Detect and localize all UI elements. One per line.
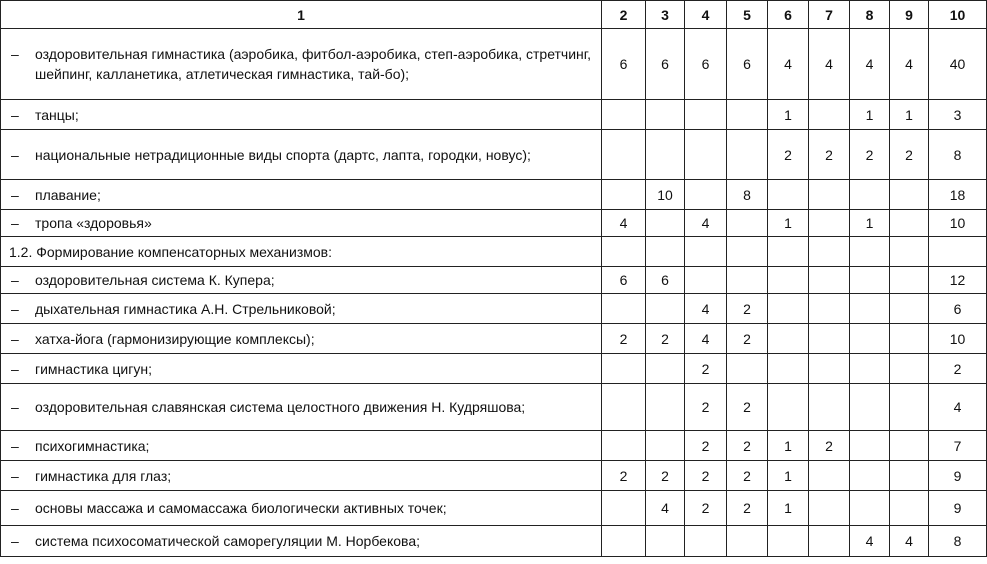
value-cell [809,324,850,354]
value-cell [646,384,685,431]
value-cell: 6 [685,29,727,100]
table-row [1,491,987,526]
list-dash: – [11,467,19,484]
list-dash: – [11,46,19,62]
value-cell: 2 [602,461,646,491]
value-cell [809,267,850,294]
table-row [1,267,987,294]
header-cell: 7 [809,1,850,29]
value-cell [890,210,929,237]
value-cell [646,526,685,557]
total-cell: 18 [929,180,987,210]
table-row [1,526,987,557]
value-cell [850,237,890,267]
value-cell [809,526,850,557]
value-cell [768,180,809,210]
value-cell [602,294,646,324]
value-cell [646,100,685,130]
value-cell [850,461,890,491]
value-cell: 2 [768,130,809,180]
value-cell [602,491,646,526]
table-row [1,130,987,180]
value-cell [809,210,850,237]
value-cell [890,267,929,294]
value-cell: 2 [890,130,929,180]
activity-cell [1,294,602,324]
value-cell: 4 [768,29,809,100]
value-cell: 2 [809,431,850,461]
value-cell: 2 [685,384,727,431]
value-cell [602,354,646,384]
value-cell [768,294,809,324]
value-cell [685,526,727,557]
value-cell: 2 [685,354,727,384]
activity-name: гимнастика для глаз; [35,467,172,484]
total-cell: 10 [929,210,987,237]
value-cell: 4 [685,210,727,237]
value-cell: 2 [727,491,768,526]
total-cell: 3 [929,100,987,130]
header-cell: 8 [850,1,890,29]
activity-cell [1,100,602,130]
value-cell: 2 [685,491,727,526]
value-cell [727,267,768,294]
value-cell [890,180,929,210]
section-heading: 1.2. Формирование компенсаторных механизмов: [1,237,602,267]
value-cell [685,267,727,294]
value-cell [727,130,768,180]
value-cell: 6 [727,29,768,100]
value-cell [890,461,929,491]
header-cell: 4 [685,1,727,29]
value-cell: 1 [850,100,890,130]
header-cell: 9 [890,1,929,29]
value-cell [602,180,646,210]
activity-name: дыхательная гимнастика А.Н. Стрельниковой; [35,300,336,317]
value-cell: 2 [727,461,768,491]
section-row [1,237,987,267]
table-row [1,29,987,100]
total-cell: 9 [929,491,987,526]
value-cell [850,267,890,294]
activity-cell [1,130,602,180]
list-dash: – [11,399,19,415]
value-cell [727,354,768,384]
activity-cell [1,526,602,557]
header-row [1,1,987,29]
table-row [1,431,987,461]
value-cell [890,354,929,384]
activity-name: национальные нетрадиционные виды спорта (дартс, лапта, городки, новус); [35,146,531,163]
activity-name: оздоровительная гимнастика (аэробика, фитбол-аэробика, степ-аэробика, стретчинг, шейпинг, калланетика, атлетическая гимнастика, тай-бо); [35,46,592,82]
value-cell: 4 [850,29,890,100]
value-cell [646,354,685,384]
value-cell: 1 [768,100,809,130]
value-cell [646,431,685,461]
value-cell: 4 [850,526,890,557]
value-cell: 4 [890,29,929,100]
value-cell [602,384,646,431]
value-cell [685,130,727,180]
value-cell [768,324,809,354]
activity-name: хатха-йога (гармонизирующие комплексы); [35,330,315,347]
header-cell: 1 [1,1,602,29]
value-cell [768,237,809,267]
total-cell: 40 [929,29,987,100]
table-row [1,384,987,431]
activity-name: оздоровительная славянская система целостного движения Н. Кудряшова; [35,399,526,415]
value-cell [809,100,850,130]
value-cell: 4 [602,210,646,237]
value-cell: 8 [727,180,768,210]
value-cell: 2 [646,324,685,354]
value-cell [602,130,646,180]
value-cell [809,461,850,491]
list-dash: – [11,360,19,377]
value-cell: 2 [727,324,768,354]
value-cell: 6 [646,29,685,100]
table-row [1,294,987,324]
value-cell [646,130,685,180]
header-cell: 5 [727,1,768,29]
activity-cell [1,431,602,461]
total-cell: 6 [929,294,987,324]
value-cell [685,237,727,267]
value-cell [727,237,768,267]
value-cell: 4 [685,324,727,354]
table-row [1,100,987,130]
value-cell [809,354,850,384]
value-cell: 4 [685,294,727,324]
value-cell: 2 [685,461,727,491]
value-cell [850,384,890,431]
total-cell: 12 [929,267,987,294]
value-cell [768,526,809,557]
value-cell [850,491,890,526]
value-cell: 6 [602,29,646,100]
value-cell [850,324,890,354]
value-cell [809,294,850,324]
activity-name: основы массажа и самомассажа биологически активных точек; [35,500,447,516]
table-row [1,210,987,237]
table-row [1,324,987,354]
value-cell [890,294,929,324]
value-cell: 1 [768,210,809,237]
value-cell: 2 [727,384,768,431]
value-cell [646,294,685,324]
activity-cell [1,324,602,354]
value-cell: 4 [809,29,850,100]
value-cell [727,526,768,557]
value-cell [768,384,809,431]
value-cell [809,384,850,431]
activity-name: тропа «здоровья» [35,215,152,231]
activity-cell [1,491,602,526]
table-row [1,461,987,491]
activity-cell [1,29,602,100]
list-dash: – [11,215,19,231]
header-cell: 2 [602,1,646,29]
value-cell [890,431,929,461]
value-cell [809,491,850,526]
value-cell: 4 [646,491,685,526]
total-cell: 8 [929,526,987,557]
header-cell: 3 [646,1,685,29]
value-cell [850,431,890,461]
value-cell: 2 [685,431,727,461]
total-cell: 4 [929,384,987,431]
value-cell: 1 [890,100,929,130]
total-cell: 8 [929,130,987,180]
value-cell [685,180,727,210]
activity-cell [1,210,602,237]
list-dash: – [11,106,19,123]
value-cell: 2 [727,294,768,324]
value-cell [809,180,850,210]
value-cell: 2 [646,461,685,491]
value-cell [727,100,768,130]
activity-cell [1,354,602,384]
header-cell: 6 [768,1,809,29]
activity-cell [1,180,602,210]
value-cell [890,491,929,526]
value-cell [890,237,929,267]
table-row [1,354,987,384]
value-cell: 1 [850,210,890,237]
value-cell [602,237,646,267]
activity-name: психогимнастика; [35,437,150,454]
activity-name: плавание; [35,186,101,203]
value-cell: 10 [646,180,685,210]
value-cell [850,354,890,384]
list-dash: – [11,272,19,288]
value-cell: 2 [809,130,850,180]
total-cell: 7 [929,431,987,461]
activity-cell [1,384,602,431]
list-dash: – [11,330,19,347]
value-cell: 6 [602,267,646,294]
value-cell [850,294,890,324]
total-cell: 2 [929,354,987,384]
list-dash: – [11,300,19,317]
activity-name: танцы; [35,106,79,123]
list-dash: – [11,500,19,516]
value-cell [768,267,809,294]
list-dash: – [11,533,19,549]
value-cell: 6 [646,267,685,294]
value-cell [890,384,929,431]
activity-cell [1,267,602,294]
value-cell: 2 [727,431,768,461]
value-cell: 2 [850,130,890,180]
value-cell [602,526,646,557]
activity-name: гимнастика цигун; [35,360,152,377]
value-cell [768,354,809,384]
total-cell: 10 [929,324,987,354]
value-cell [727,210,768,237]
value-cell [602,431,646,461]
table-row [1,180,987,210]
value-cell [646,210,685,237]
value-cell [809,237,850,267]
value-cell [602,100,646,130]
activity-name: система психосоматической саморегуляции М. Норбекова; [35,533,420,549]
value-cell: 4 [890,526,929,557]
activity-name: оздоровительная система К. Купера; [35,272,275,288]
value-cell: 2 [602,324,646,354]
value-cell [646,237,685,267]
value-cell [685,100,727,130]
value-cell [890,324,929,354]
list-dash: – [11,437,19,454]
activity-cell [1,461,602,491]
total-cell [929,237,987,267]
list-dash: – [11,186,19,203]
total-cell: 9 [929,461,987,491]
value-cell: 1 [768,431,809,461]
list-dash: – [11,146,19,163]
header-cell: 10 [929,1,987,29]
value-cell: 1 [768,461,809,491]
value-cell [850,180,890,210]
value-cell: 1 [768,491,809,526]
